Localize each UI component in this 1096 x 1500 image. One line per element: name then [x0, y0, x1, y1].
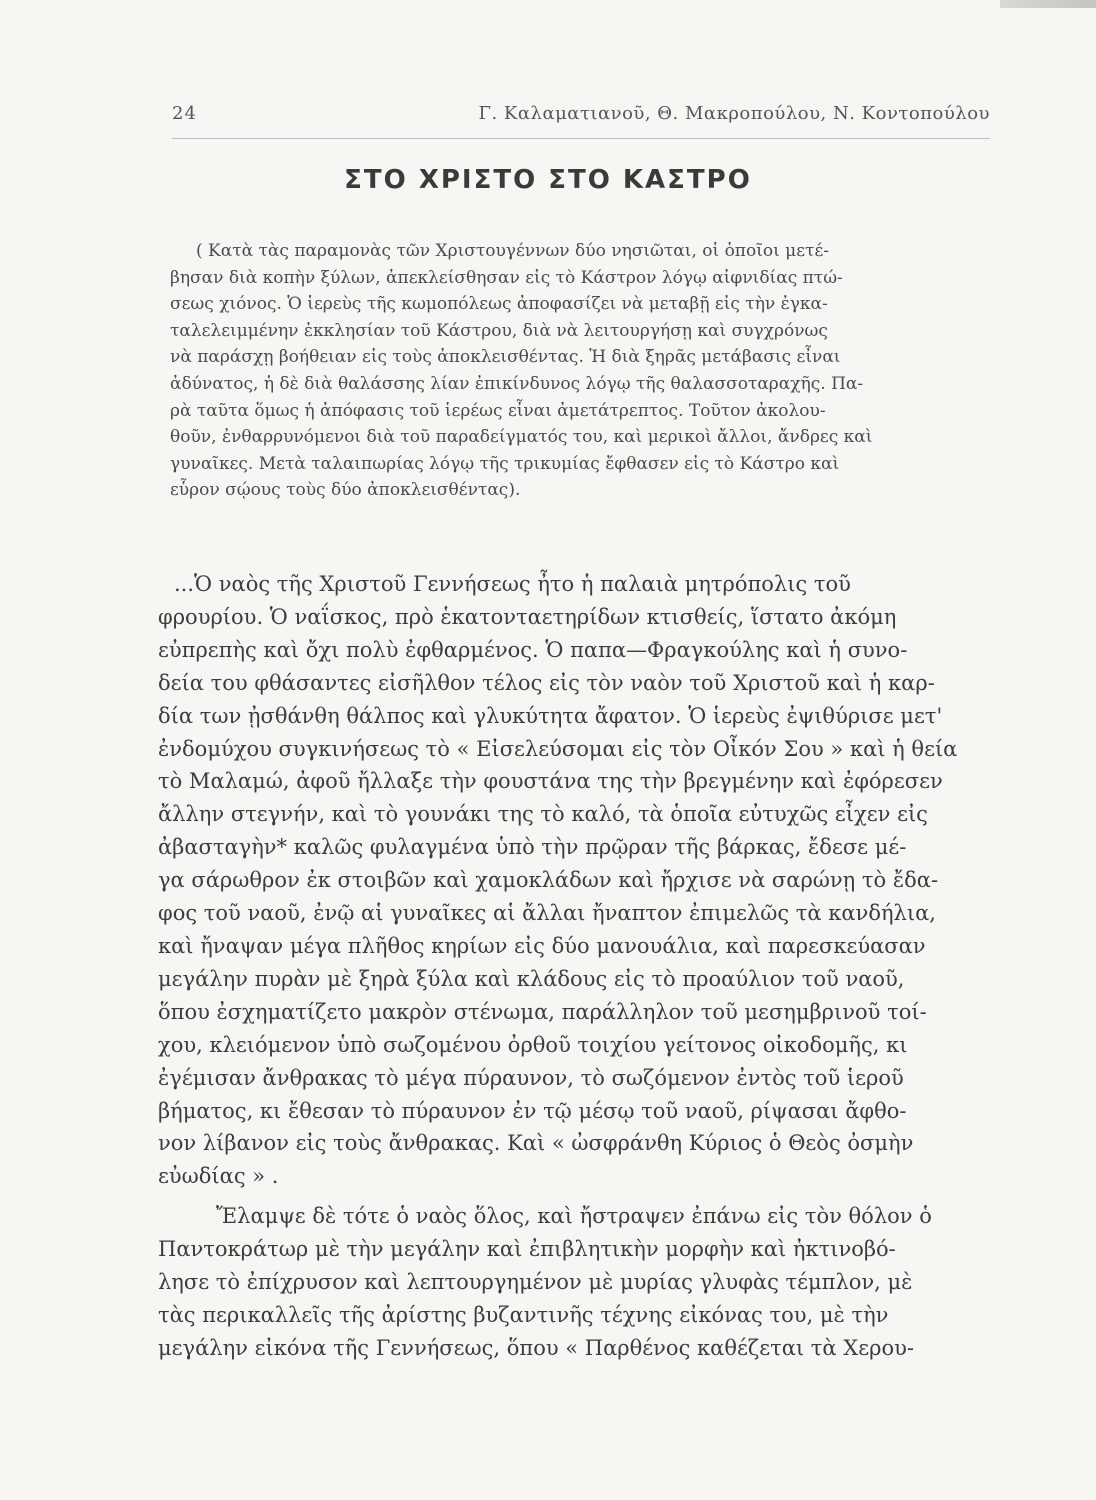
- text-line: καὶ ἤναψαν μέγα πλῆθος κηρίων εἰς δύο μανουάλια, καὶ παρεσκεύασαν: [158, 933, 926, 958]
- page-number: 24: [172, 103, 197, 124]
- text-line: εὐπρεπὴς καὶ ὄχι πολὺ ἐφθαρμένος. Ὁ παπα—Φραγκούλης καὶ ἡ συνο-: [158, 637, 908, 662]
- text-line: τὸ Μαλαμώ, ἀφοῦ ἤλλαξε τὴν φουστάνα της τὴν βρεγμένην καὶ ἐφόρεσεν: [158, 769, 943, 794]
- text-line: Παντοκράτωρ μὲ τὴν μεγάλην καὶ ἐπιβλητικὴν μορφὴν καὶ ἠκτινοβό-: [158, 1236, 896, 1261]
- text-line: ἀβασταγὴν* καλῶς φυλαγμένα ὑπὸ τὴν πρῷραν τῆς βάρκας, ἔδεσε μέ-: [158, 835, 907, 860]
- text-line: εὐωδίας » .: [158, 1164, 279, 1189]
- text-line: βήματος, κι ἔθεσαν τὸ πύραυνον ἐν τῷ μέσῳ τοῦ ναοῦ, ρίψασαι ἄφθο-: [158, 1098, 907, 1123]
- header-rule: [172, 138, 990, 139]
- preface-line: ( Κατὰ τὰς παραμονὰς τῶν Χριστουγέννων δύο νησιῶται, οἱ ὁποῖοι μετέ-: [196, 241, 829, 261]
- preface-line: νὰ παράσχῃ βοήθειαν εἰς τοὺς ἀποκλεισθέντας. Ἡ διὰ ξηρᾶς μετάβασις εἶναι: [170, 347, 841, 368]
- text-line: ὅπου ἐσχηματίζετο μακρὸν στένωμα, παράλληλον τοῦ μεσημβρινοῦ τοί-: [158, 999, 927, 1024]
- preface-line: ἀδύνατος, ἡ δὲ διὰ θαλάσσης λίαν ἐπικίνδυνος λόγῳ τῆς θαλασσοταραχῆς. Πα-: [170, 373, 864, 394]
- text-line: γα σάρωθρον ἐκ στοιβῶν καὶ χαμοκλάδων καὶ ἤρχισε νὰ σαρώνῃ τὸ ἔδα-: [158, 868, 939, 893]
- preface-line: βησαν διὰ κοπὴν ξύλων, ἀπεκλείσθησαν εἰς τὸ Κάστρον λόγῳ αἰφνιδίας πτώ-: [170, 267, 843, 288]
- text-line: νον λίβανον εἰς τοὺς ἄνθρακας. Καὶ « ὠσφράνθη Κύριος ὁ Θεὸς ὀσμὴν: [158, 1131, 914, 1156]
- text-line: τὰς περικαλλεῖς τῆς ἀρίστης βυζαντινῆς τέχνης εἰκόνας του, μὲ τὴν: [158, 1302, 889, 1327]
- text-line: μεγάλην πυρὰν μὲ ξηρὰ ξύλα καὶ κλάδους εἰς τὸ προαύλιον τοῦ ναοῦ,: [158, 966, 905, 991]
- preface-summary: [170, 238, 990, 504]
- header-authors: Γ. Καλαματιανοῦ, Θ. Μακροπούλου, Ν. Κοντοπούλου: [478, 103, 990, 124]
- text-line: φος τοῦ ναοῦ, ἐνῷ αἱ γυναῖκες αἱ ἄλλαι ἤναπτον ἐπιμελῶς τὰ κανδήλια,: [158, 901, 936, 926]
- paragraph-2: [158, 1200, 990, 1365]
- text-line: ἄλλην στεγνήν, καὶ τὸ γουνάκι της τὸ καλό, τὰ ὁποῖα εὐτυχῶς εἶχεν εἰς: [158, 802, 928, 827]
- preface-line: εὗρον σῴους τοὺς δύο ἀποκλεισθέντας).: [170, 480, 521, 501]
- text-line: λησε τὸ ἐπίχρυσον καὶ λεπτουργημένον μὲ μυρίας γλυφὰς τέμπλον, μὲ: [158, 1269, 913, 1294]
- page-title: ΣΤΟ ΧΡΙΣΤΟ ΣΤΟ ΚΑΣΤΡΟ: [344, 165, 752, 195]
- preface-line: ρὰ ταῦτα ὅμως ἡ ἀπόφασις τοῦ ἱερέως εἶναι ἀμετάτρεπτος. Τοῦτον ἀκολου-: [170, 400, 826, 421]
- text-line: δία των ᾐσθάνθη θάλπος καὶ γλυκύτητα ἄφατον. Ὁ ἱερεὺς ἐψιθύρισε μετ': [158, 703, 943, 728]
- text-line: χου, κλειόμενον ὑπὸ σωζομένου ὀρθοῦ τοιχίου γείτονος οἰκοδομῆς, κι: [158, 1032, 908, 1057]
- preface-line: θοῦν, ἐνθαρρυνόμενοι διὰ τοῦ παραδείγματός του, καὶ μερικοὶ ἄλλοι, ἄνδρες καὶ: [170, 427, 873, 448]
- text-line: δεία του φθάσαντες εἰσῆλθον τέλος εἰς τὸν ναὸν τοῦ Χριστοῦ καὶ ἡ καρ-: [158, 670, 935, 695]
- text-line: ...Ὁ ναὸς τῆς Χριστοῦ Γεννήσεως ἦτο ἡ παλαιὰ μητρόπολις τοῦ: [174, 572, 851, 596]
- running-header: [172, 103, 990, 135]
- text-line: Ἔλαμψε δὲ τότε ὁ ναὸς ὅλος, καὶ ἤστραψεν ἐπάνω εἰς τὸν θόλον ὁ: [216, 1204, 932, 1228]
- scan-edge: [1000, 0, 1096, 8]
- preface-line: ταλελειμμένην ἐκκλησίαν τοῦ Κάστρου, διὰ νὰ λειτουργήσῃ καὶ συγχρόνως: [170, 320, 828, 341]
- text-line: μεγάλην εἰκόνα τῆς Γεννήσεως, ὅπου « Παρθένος καθέζεται τὰ Χερου-: [158, 1335, 914, 1360]
- text-line: ἐνδομύχου συγκινήσεως τὸ « Εἰσελεύσομαι εἰς τὸν Οἶκόν Σου » καὶ ἡ θεία: [158, 736, 958, 761]
- text-line: φρουρίου. Ὁ ναΐσκος, πρὸ ἑκατονταετηρίδων κτισθείς, ἵστατο ἀκόμη: [158, 604, 897, 629]
- preface-line: γυναῖκες. Μετὰ ταλαιπωρίας λόγῳ τῆς τρικυμίας ἔφθασεν εἰς τὸ Κάστρο καὶ: [170, 453, 840, 474]
- preface-line: σεως χιόνος. Ὁ ἱερεὺς τῆς κωμοπόλεως ἀποφασίζει νὰ μεταβῇ εἰς τὴν ἐγκα-: [170, 294, 828, 315]
- paragraph-1: [158, 568, 990, 1193]
- text-line: ἐγέμισαν ἄνθρακας τὸ μέγα πύραυνον, τὸ σωζόμενον ἐντὸς τοῦ ἱεροῦ: [158, 1065, 904, 1090]
